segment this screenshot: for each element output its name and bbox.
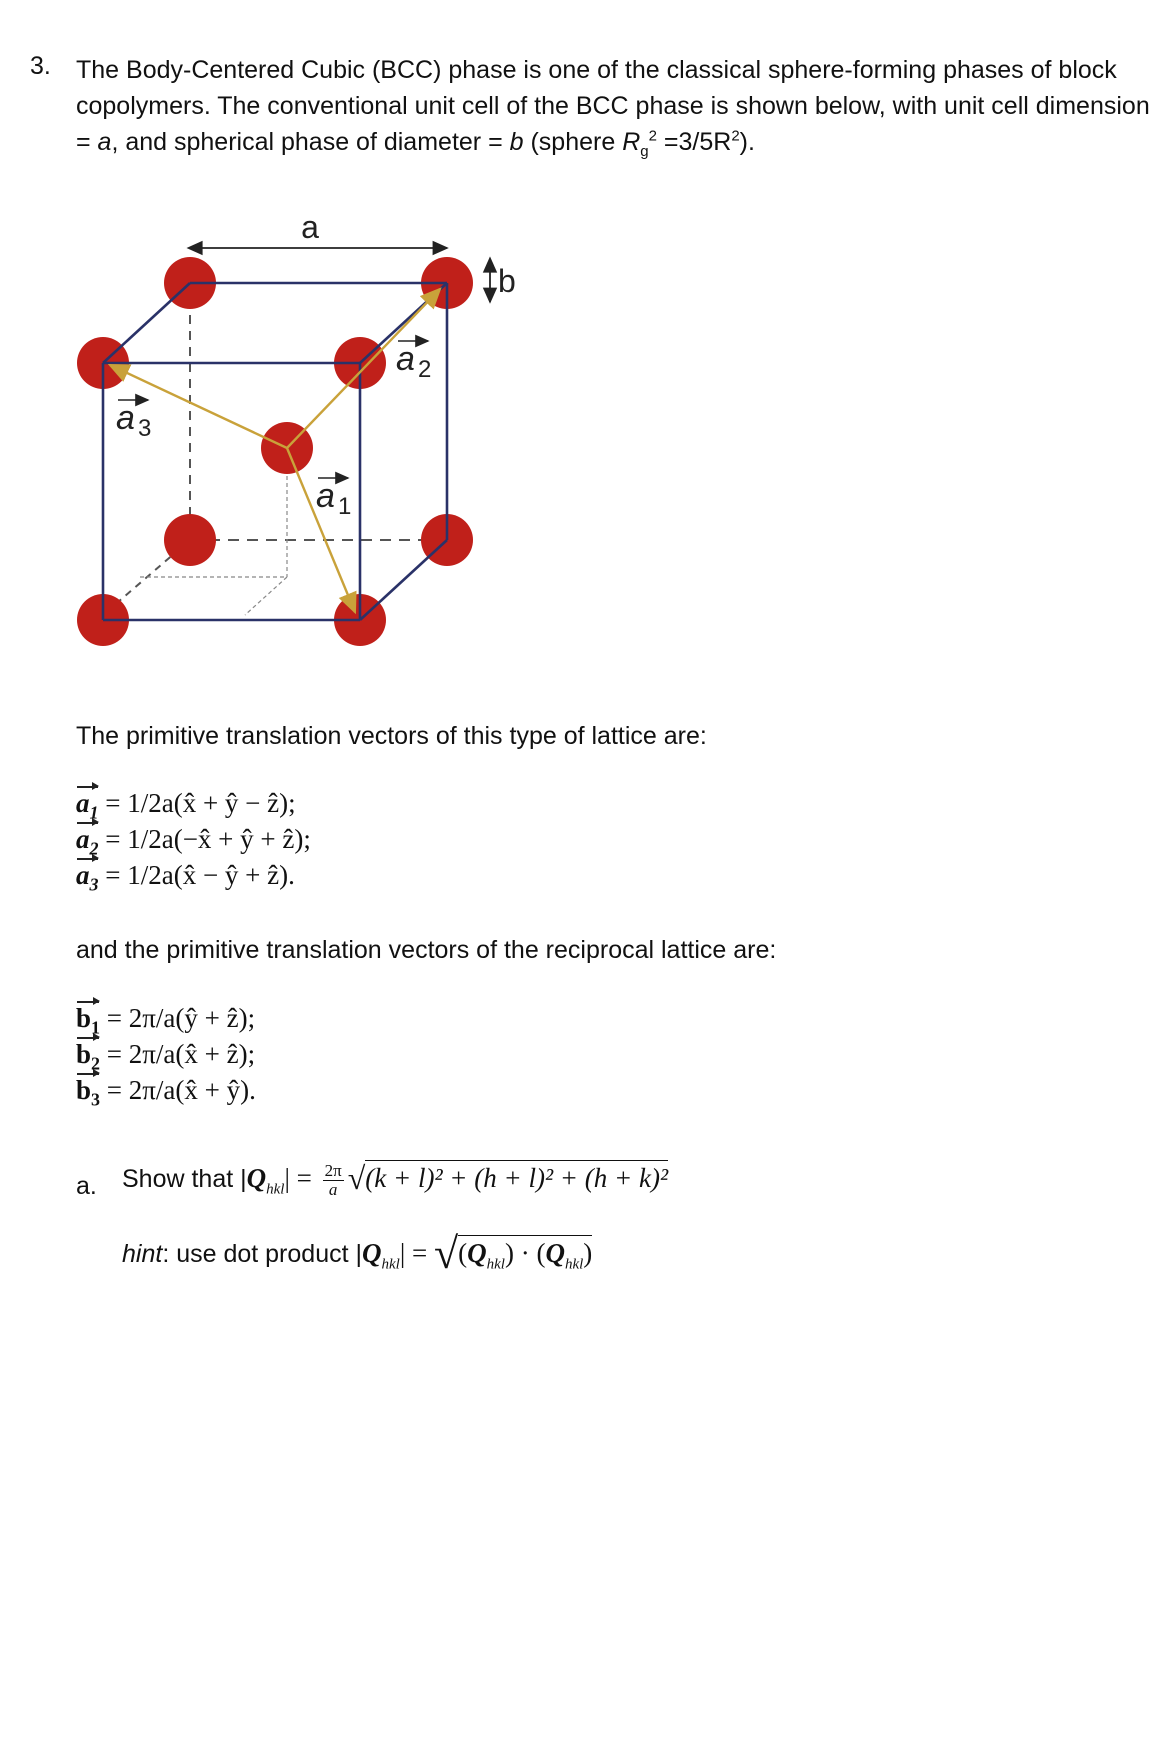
- problem-number: 3.: [30, 52, 51, 80]
- part-a-hint: [122, 1228, 592, 1279]
- intro-text-2: , and spherical phase of diameter =: [111, 128, 510, 156]
- bcc-unit-cell-figure: [0, 180, 560, 660]
- rg-sup: 2: [648, 127, 657, 145]
- q-bar-equals: | =: [284, 1163, 319, 1193]
- sqrt-expression: √(k + l)² + (h + l)² + (h + k)²: [347, 1160, 669, 1196]
- hint-q-symbol: Q: [361, 1238, 382, 1268]
- hint-word: hint: [122, 1240, 163, 1268]
- label-a3-sym: a: [116, 399, 135, 437]
- primitive-vector-a3: $a_3$ = 1/2a(x̂ − ŷ + ẑ).: [76, 857, 311, 893]
- hint-sqrt-expression: $√(Q_{hkl}) \cdot (Q_{hkl})$: [433, 1229, 593, 1278]
- label-a2-sym: a: [396, 340, 415, 378]
- label-a2: [396, 340, 431, 383]
- hint-bar-equals: | =: [399, 1238, 434, 1268]
- reciprocal-vector-list: [76, 1000, 256, 1108]
- dimension-b-label: b: [498, 263, 516, 299]
- problem-intro: [76, 52, 1161, 160]
- primitive-vector-a2: $a_2$ = 1/2a(−x̂ + ŷ + ẑ);: [76, 821, 311, 857]
- intro-text-3: (sphere: [523, 128, 623, 156]
- label-a3: [116, 399, 151, 442]
- label-a3-sub: 3: [138, 415, 152, 442]
- vector-a1-arrow: [287, 448, 355, 612]
- part-a-label: a.: [76, 1172, 97, 1200]
- reciprocal-vector-b1: $b_1$ = 2π/a(ŷ + ẑ);: [76, 1000, 256, 1036]
- guide-line-diagonal: [245, 577, 287, 615]
- frac-numerator: 2π: [324, 1160, 342, 1180]
- intro-end: ).: [739, 128, 755, 156]
- dimension-a-label: a: [301, 209, 319, 245]
- label-a1-sym: a: [316, 477, 335, 515]
- r-sup: 2: [731, 127, 740, 145]
- reciprocal-vector-b2: $b_2$ = 2π/a(x̂ + ẑ);: [76, 1036, 256, 1072]
- frac-denominator: a: [328, 1179, 338, 1199]
- hint-radicand: $(Q_{hkl}) \cdot (Q_{hkl})$: [458, 1235, 592, 1269]
- rg-equation: =3/5R: [656, 128, 732, 156]
- hint-q-subscript: hkl: [381, 1256, 400, 1273]
- radicand: (k + l)² + (h + l)² + (h + k)²: [365, 1160, 668, 1194]
- q-subscript: hkl: [266, 1181, 285, 1198]
- rg-symbol: R: [622, 128, 641, 156]
- reciprocal-vector-b3: $b_3$ = 2π/a(x̂ + ŷ).: [76, 1072, 256, 1108]
- var-b: b: [509, 128, 524, 156]
- primitive-vector-a1: $a_1$ = 1/2a(x̂ + ŷ − ẑ);: [76, 785, 311, 821]
- sphere-back-bottom-left: [164, 514, 216, 566]
- rg-sub: g: [640, 143, 649, 160]
- show-that-text: Show that |: [122, 1165, 247, 1193]
- label-a2-sub: 2: [418, 356, 432, 383]
- primitive-vector-list: [76, 785, 311, 893]
- hint-text: : use dot product |: [162, 1240, 362, 1268]
- primitive-intro: The primitive translation vectors of this type of lattice are:: [76, 722, 707, 750]
- two-pi-over-a: [323, 1162, 344, 1199]
- label-a1: [316, 477, 351, 520]
- var-a: a: [97, 128, 112, 156]
- q-symbol: Q: [246, 1163, 267, 1193]
- vector-a3-arrow: [110, 365, 287, 448]
- reciprocal-intro: and the primitive translation vectors of the reciprocal lattice are:: [76, 936, 777, 964]
- intro-text-1: The Body-Centered Cubic (BCC) phase is one of the classical sphere-forming phases of block copolymers. The conventional unit cell of the BCC phase is shown below, with unit cell dimension =: [76, 56, 1150, 156]
- part-a-statement: [122, 1160, 668, 1199]
- label-a1-sub: 1: [338, 493, 352, 520]
